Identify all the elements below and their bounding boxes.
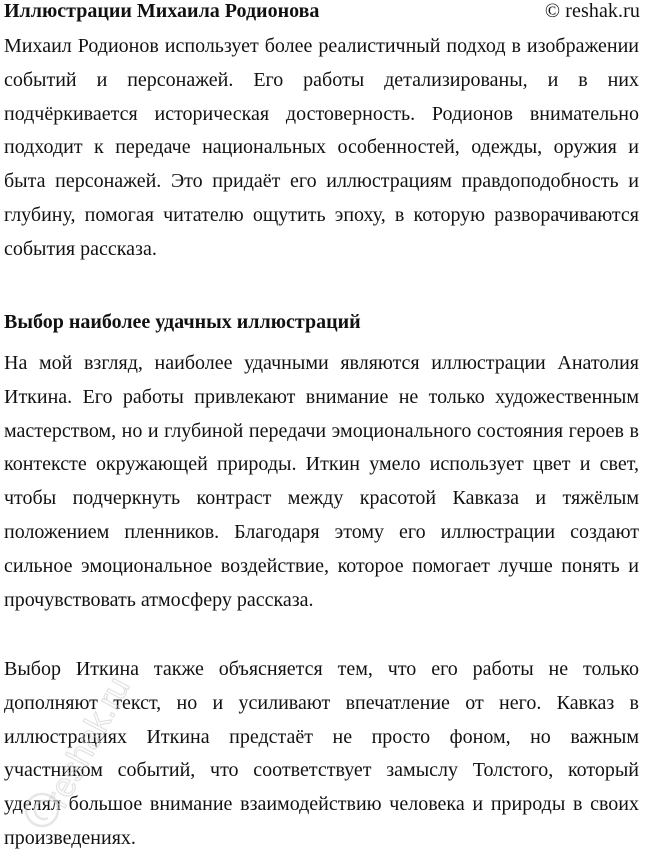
paragraph-itkin-choice: Выбор Иткина также объясняется тем, что его работы не только дополняют текст, но и усиливают впечатление от него. Кавказ в иллюстрациях Иткина предстаёт не просто фоном, но важным участником событий, что соответствует замыслу Толстого, который уделял большое внимание взаимодействию человека и природы в своих произведениях. bbox=[4, 658, 639, 849]
page-title: Иллюстрации Михаила Родионова bbox=[4, 0, 320, 22]
watermark-text: reshak.ru bbox=[37, 670, 138, 814]
paragraph-rodionov: Михаил Родионов использует более реалистичный подход в изображении событий и персонажей. Его работы детализированы, и в них подчёркивается историческая достоверность. Родионов внимательно подходит к передаче национальных особенностей, одежды, оружия и быта персонажей. Это придаёт его иллюстрациям правдоподобность и глубину, помогая читателю ощутить эпоху, в которую разворачиваются события рассказа. bbox=[4, 35, 639, 260]
site-credit: © reshak.ru bbox=[544, 0, 640, 22]
paragraph-itkin: На мой взгляд, наиболее удачными являются иллюстрации Анатолия Иткина. Его работы привлекают внимание не только художественным мастерством, но и глубиной передачи эмоционального состояния героев в контексте окружающей природы. Иткин умело использует цвет и свет, чтобы подчеркнуть контраст между красотой Кавказа и тяжёлым положением пленников. Благодаря этому его иллюстрации создают сильное эмоциональное воздействие, которое помогает лучше понять и прочувствовать атмосферу рассказа. bbox=[4, 352, 639, 611]
section-heading-choice: Выбор наиболее удачных иллюстраций bbox=[4, 311, 361, 333]
page-header bbox=[4, 0, 640, 24]
